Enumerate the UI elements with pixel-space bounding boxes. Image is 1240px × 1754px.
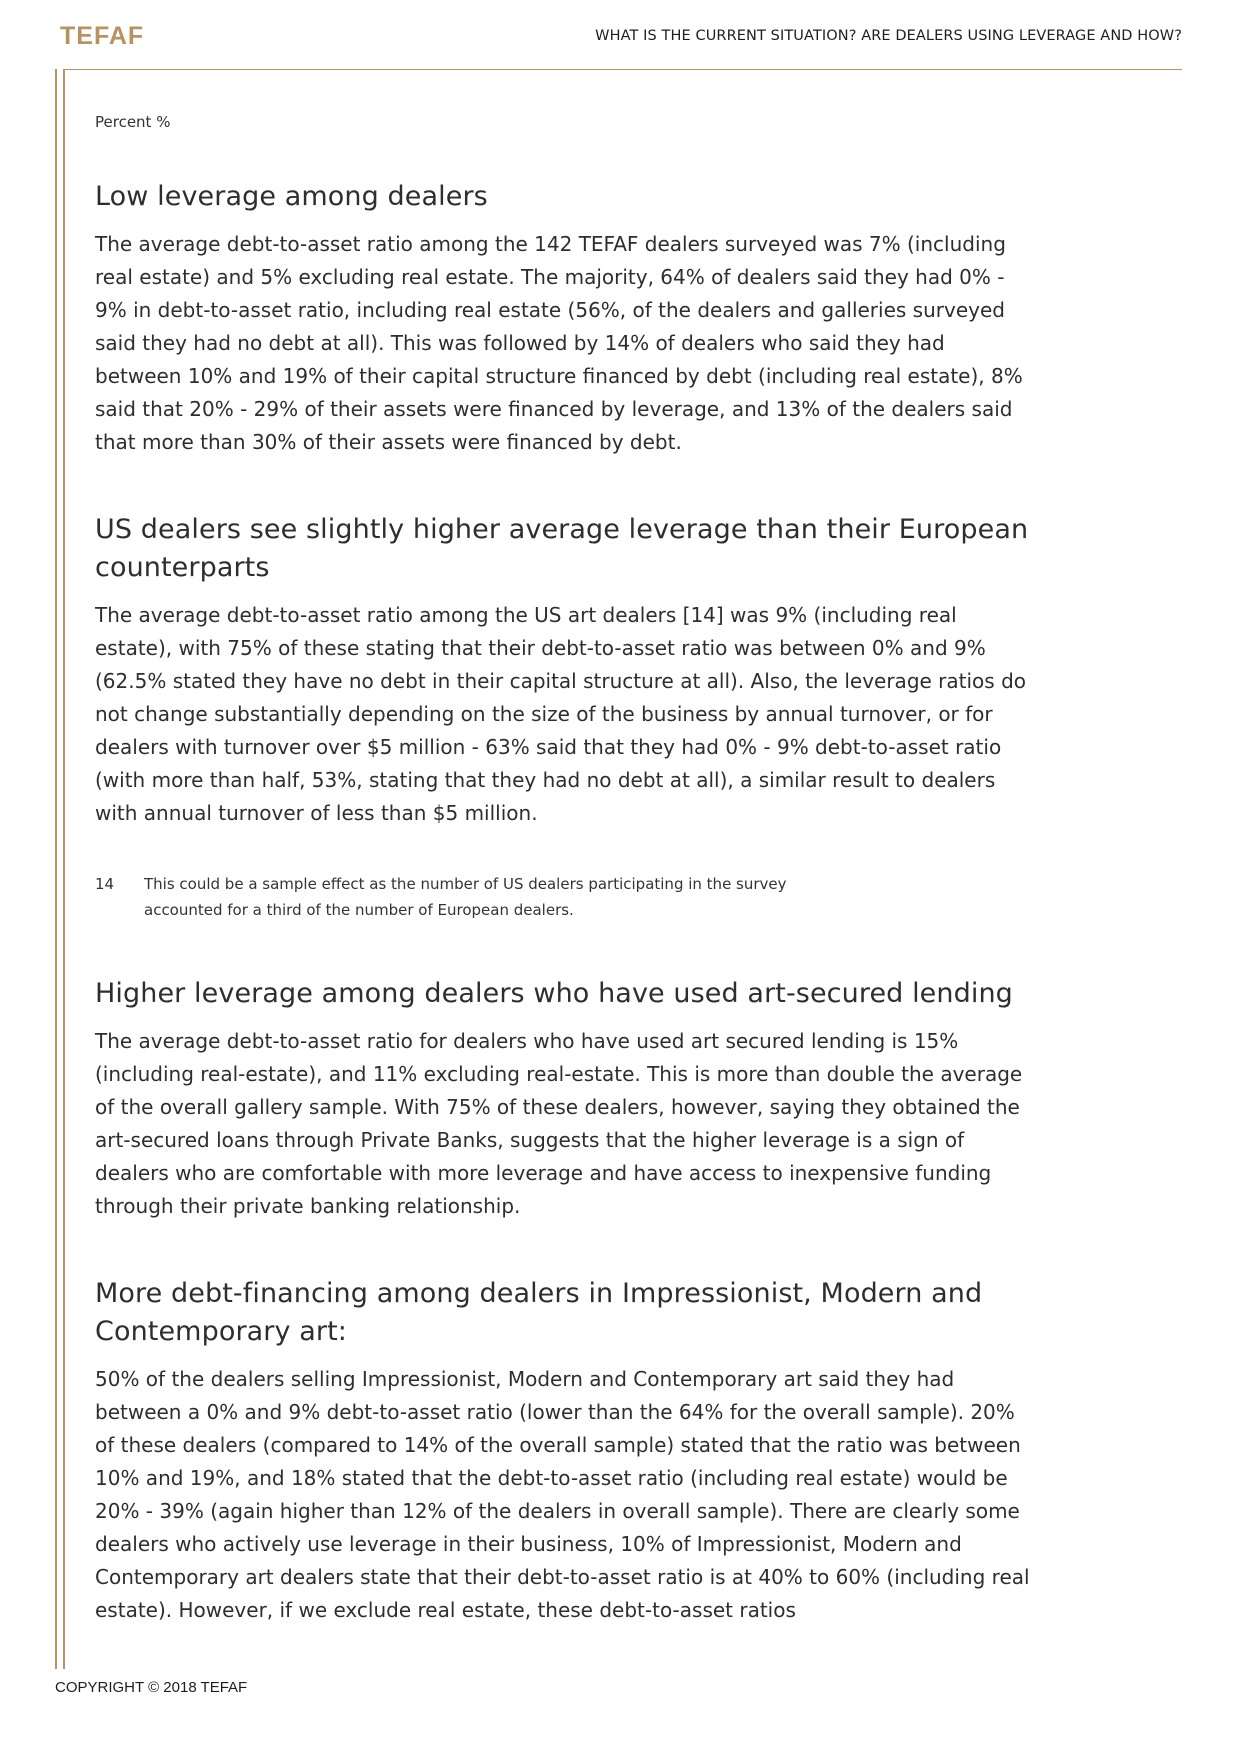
- tefaf-logo: TEFAF: [60, 22, 145, 50]
- section-heading-low-leverage: Low leverage among dealers: [95, 181, 488, 212]
- section-heading-art-secured-lending: Higher leverage among dealers who have used art-secured lending: [95, 978, 1013, 1009]
- section-body-impressionist-modern: 50% of the dealers selling Impressionist, Modern and Contemporary art said they had between a 0% and 9% debt-to-asset ratio (lower than the 64% for the overall sample). 20% of these dealers (compared to 14% of the overall sample) stated that the ratio was between 10% and 19%, and 18% stated that the debt-to-asset ratio (including real estate) would be 20% - 39% (again higher than 12% of the dealers in overall sample). There are clearly some dealers who actively use leverage in their business, 10% of Impressionist, Modern and Contemporary art dealers state that their debt-to-asset ratio is at 40% to 60% (including real estate). However, if we exclude real estate, these debt-to-asset ratios: [95, 1367, 1030, 1622]
- section-heading-us-dealers: US dealers see slightly higher average leverage than their European counterparts: [95, 514, 1029, 583]
- running-head: WHAT IS THE CURRENT SITUATION? ARE DEALERS USING LEVERAGE AND HOW?: [595, 28, 1182, 44]
- left-margin-bar-outer: [55, 69, 57, 1669]
- page-content: [95, 113, 1030, 1627]
- section-body-art-secured-lending: The average debt-to-asset ratio for dealers who have used art secured lending is 15% (including real-estate), and 11% excluding real-estate. This is more than double the average of the overall gallery sample. With 75% of these dealers, however, saying they obtained the art-secured loans through Private Banks, suggests that the higher leverage is a sign of dealers who are comfortable with more leverage and have access to inexpensive funding through their private banking relationship.: [95, 1029, 1023, 1218]
- section-body-us-dealers: The average debt-to-asset ratio among the US art dealers [14] was 9% (including real estate), with 75% of these stating that their debt-to-asset ratio was between 0% and 9% (62.5% stated they have no debt in their capital structure at all). Also, the leverage ratios do not change substantially depending on the size of the business by annual turnover, or for dealers with turnover over $5 million - 63% said that they had 0% - 9% debt-to-asset ratio (with more than half, 53%, stating that they had no debt at all), a similar result to dealers with annual turnover of less than $5 million.: [95, 603, 1026, 825]
- footnote: [95, 871, 1030, 923]
- header-rule: [64, 69, 1182, 70]
- percent-label: Percent %: [95, 113, 171, 131]
- footnote-text: This could be a sample effect as the number of US dealers participating in the survey accounted for a third of the number of European dealers.: [144, 875, 787, 919]
- copyright-footer: COPYRIGHT © 2018 TEFAF: [55, 1679, 248, 1696]
- footnote-number: 14: [95, 875, 115, 893]
- left-margin-bar-inner: [63, 69, 65, 1669]
- section-heading-impressionist-modern: More debt-financing among dealers in Impressionist, Modern and Contemporary art:: [95, 1278, 983, 1347]
- section-body-low-leverage: The average debt-to-asset ratio among the 142 TEFAF dealers surveyed was 7% (including real estate) and 5% excluding real estate. The majority, 64% of dealers said they had 0% - 9% in debt-to-asset ratio, including real estate (56%, of the dealers and galleries surveyed said they had no debt at all). This was followed by 14% of dealers who said they had between 10% and 19% of their capital structure financed by debt (including real estate), 8% said that 20% - 29% of their assets were financed by leverage, and 13% of the dealers said that more than 30% of their assets were financed by debt.: [95, 232, 1023, 454]
